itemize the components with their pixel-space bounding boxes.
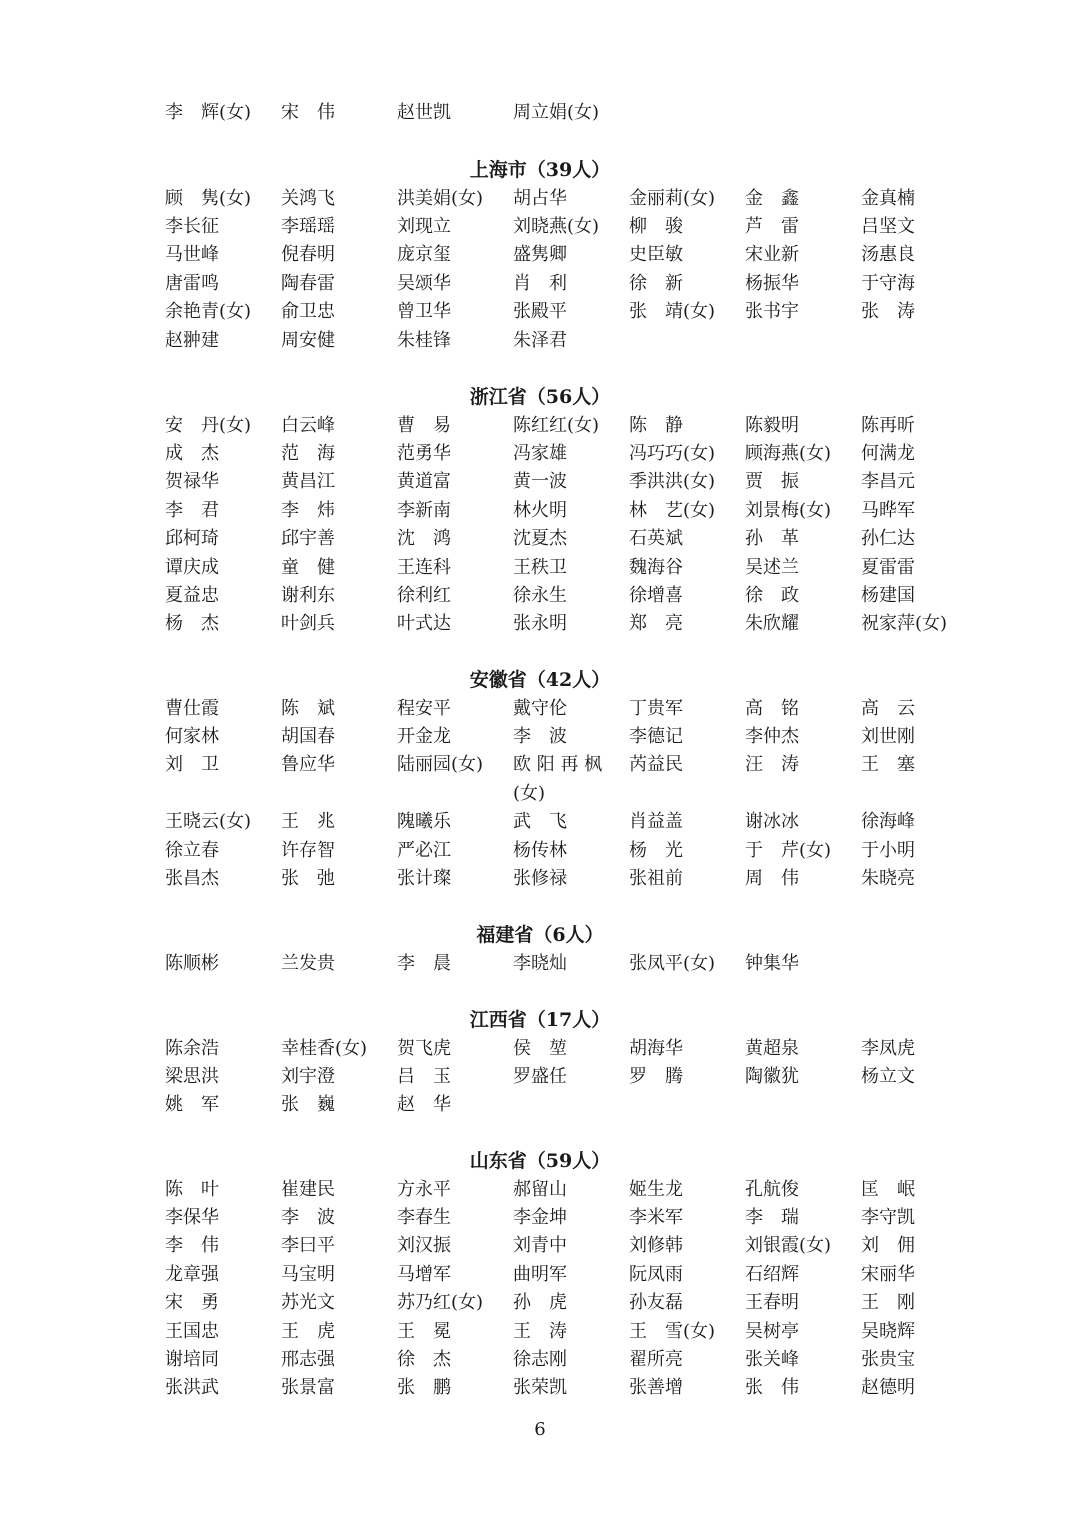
name-entry: 李瑶瑶 [281, 215, 335, 237]
name-entry: 黄道富 [397, 471, 451, 493]
name-entry: 李长征 [165, 215, 219, 237]
name-entry: 冯家雄 [513, 442, 567, 464]
section-heading: 上海市（39人） [469, 159, 611, 181]
name-entry: 徐增喜 [629, 584, 683, 606]
name-entry: 陈毅明 [745, 414, 799, 436]
name-entry: 刘汉振 [397, 1235, 451, 1257]
name-entry: 邱柯琦 [165, 528, 219, 550]
name-entry: 范勇华 [397, 442, 451, 464]
name-entry: 邢志强 [281, 1348, 335, 1370]
name-entry: 刘青中 [513, 1235, 567, 1257]
name-entry: 邱宇善 [281, 528, 335, 550]
name-entry: 侯 堃 [513, 1037, 567, 1059]
name-entry: 于 芹(女) [745, 839, 832, 861]
name-entry: 柳 骏 [629, 215, 683, 237]
name-entry: 李新南 [397, 499, 451, 521]
name-entry: 朱欣耀 [745, 613, 799, 635]
name-entry: 罗盛任 [513, 1065, 567, 1087]
name-entry: 郑 亮 [629, 613, 683, 635]
name-entry: (女) [513, 782, 546, 804]
name-entry: 曲明军 [513, 1263, 567, 1285]
name-entry: 赵德明 [861, 1377, 915, 1399]
name-entry: 王 刚 [861, 1292, 915, 1314]
name-entry: 张景富 [281, 1377, 335, 1399]
name-entry: 童 健 [281, 556, 335, 578]
name-entry: 黄昌江 [281, 471, 335, 493]
name-entry: 兰发贵 [281, 952, 335, 974]
name-entry: 孙 虎 [513, 1292, 567, 1314]
name-entry: 沈夏杰 [513, 528, 567, 550]
name-entry: 王 兆 [281, 811, 335, 833]
name-entry: 王 雪(女) [629, 1320, 716, 1342]
name-entry: 丁贵军 [629, 697, 683, 719]
name-entry: 陈 斌 [281, 697, 335, 719]
name-entry: 周立娟(女) [513, 102, 600, 123]
name-entry: 李凤虎 [861, 1037, 915, 1059]
name-entry: 陶春雷 [281, 272, 335, 294]
name-entry: 魏海谷 [629, 556, 683, 578]
name-entry: 张荣凯 [513, 1377, 567, 1399]
section-heading: 浙江省（56人） [469, 386, 611, 408]
name-entry: 张修禄 [513, 867, 567, 889]
name-entry: 于小明 [861, 839, 915, 861]
name-entry: 冯巧巧(女) [629, 442, 716, 464]
name-entry: 金真楠 [861, 187, 915, 209]
name-entry: 宋 勇 [165, 1292, 219, 1314]
name-entry: 刘宇澄 [281, 1065, 335, 1087]
name-entry: 祝家萍(女) [861, 613, 948, 635]
name-entry: 何满龙 [861, 442, 915, 464]
name-entry: 李晓灿 [513, 952, 567, 974]
name-entry: 林 艺(女) [629, 499, 716, 521]
name-entry: 李米军 [629, 1206, 683, 1228]
name-entry: 谢利东 [281, 584, 335, 606]
name-entry: 刘世刚 [861, 725, 915, 747]
name-entry: 欧 阳 再 枫 [513, 754, 603, 776]
name-entry: 庞京玺 [397, 244, 451, 266]
name-entry: 刘现立 [397, 215, 451, 237]
name-entry: 关鸿飞 [281, 187, 335, 209]
name-entry: 李 伟 [165, 1235, 219, 1257]
name-entry: 肖益盖 [629, 811, 683, 833]
name-entry: 张 靖(女) [629, 301, 716, 323]
section-heading: 江西省（17人） [469, 1009, 611, 1031]
name-entry: 徐利红 [397, 584, 451, 606]
name-entry: 王晓云(女) [165, 811, 252, 833]
name-entry: 杨传林 [513, 839, 567, 861]
name-entry: 周 伟 [745, 867, 799, 889]
name-entry: 张贵宝 [861, 1348, 915, 1370]
name-entry: 李金坤 [513, 1206, 567, 1228]
name-entry: 李 瑞 [745, 1206, 799, 1228]
name-entry: 汪 涛 [745, 754, 799, 776]
name-entry: 吴颂华 [397, 272, 451, 294]
name-entry: 李 辉(女) [165, 102, 252, 123]
name-entry: 刘晓燕(女) [513, 215, 600, 237]
name-entry: 李曰平 [281, 1235, 335, 1257]
name-entry: 陈 静 [629, 414, 683, 436]
name-entry: 洪美娟(女) [397, 187, 484, 209]
name-entry: 张 弛 [281, 867, 335, 889]
name-entry: 范 海 [281, 442, 335, 464]
name-entry: 孙友磊 [629, 1292, 683, 1314]
name-entry: 张关峰 [745, 1348, 799, 1370]
name-entry: 鲁应华 [281, 754, 335, 776]
name-entry: 肖 利 [513, 272, 567, 294]
name-entry: 杨振华 [745, 272, 799, 294]
name-entry: 李春生 [397, 1206, 451, 1228]
name-entry: 张洪武 [165, 1377, 219, 1399]
name-entry: 张书宇 [745, 301, 799, 323]
name-entry: 徐海峰 [861, 811, 915, 833]
name-entry: 石英斌 [629, 528, 683, 550]
name-entry: 谢冰冰 [745, 811, 799, 833]
name-entry: 宋丽华 [861, 1263, 915, 1285]
name-entry: 顾 隽(女) [165, 187, 252, 209]
name-entry: 于守海 [861, 272, 915, 294]
name-entry: 王春明 [745, 1292, 799, 1314]
name-entry: 苏光文 [281, 1292, 335, 1314]
name-entry: 高 铭 [745, 697, 799, 719]
name-entry: 芮益民 [629, 754, 683, 776]
name-entry: 谢培同 [165, 1348, 219, 1370]
name-entry: 汤惠良 [861, 244, 915, 266]
name-entry: 陆丽园(女) [397, 754, 484, 776]
name-entry: 曹仕霞 [165, 697, 219, 719]
name-entry: 李 晨 [397, 952, 451, 974]
name-entry: 翟所亮 [629, 1348, 683, 1370]
name-entry: 陈再昕 [861, 414, 915, 436]
name-entry: 安 丹(女) [165, 414, 252, 436]
name-entry: 张计璨 [397, 867, 451, 889]
name-entry: 王连科 [397, 556, 451, 578]
name-entry: 李德记 [629, 725, 683, 747]
name-entry: 徐 政 [745, 584, 799, 606]
name-entry: 徐永生 [513, 584, 567, 606]
name-entry: 王 冕 [397, 1320, 451, 1342]
name-entry: 吴晓辉 [861, 1320, 915, 1342]
name-entry: 杨 杰 [165, 613, 219, 635]
name-entry: 顾海燕(女) [745, 442, 832, 464]
name-entry: 武 飞 [513, 811, 567, 833]
name-entry: 姚 军 [165, 1094, 219, 1116]
section-heading: 安徽省（42人） [469, 669, 611, 691]
name-entry: 孙 革 [745, 528, 799, 550]
name-entry: 高 云 [861, 697, 915, 719]
name-entry: 赵翀建 [165, 329, 219, 351]
name-entry: 马增军 [397, 1263, 451, 1285]
name-entry: 王 虎 [281, 1320, 335, 1342]
name-entry: 刘 佣 [861, 1235, 915, 1257]
name-entry: 阮凤雨 [629, 1263, 683, 1285]
name-entry: 赵 华 [397, 1094, 451, 1116]
section-heading: 山东省（59人） [469, 1150, 611, 1172]
name-entry: 刘景梅(女) [745, 499, 832, 521]
name-entry: 陈红红(女) [513, 414, 600, 436]
name-entry: 叶剑兵 [281, 613, 335, 635]
name-entry: 马世峰 [165, 244, 219, 266]
name-entry: 张 巍 [281, 1094, 335, 1116]
name-entry: 张 伟 [745, 1377, 799, 1399]
name-entry: 杨立文 [861, 1065, 915, 1087]
name-entry: 宋业新 [745, 244, 799, 266]
name-entry: 王秩卫 [513, 556, 567, 578]
name-entry: 白云峰 [281, 414, 335, 436]
name-entry: 赵世凯 [397, 102, 451, 123]
name-entry: 开金龙 [397, 725, 451, 747]
name-entry: 杨建国 [861, 584, 915, 606]
name-entry: 王 涛 [513, 1320, 567, 1342]
name-entry: 崔建民 [281, 1178, 335, 1200]
name-entry: 张昌杰 [165, 867, 219, 889]
name-entry: 贺禄华 [165, 471, 219, 493]
name-entry: 沈 鸿 [397, 528, 451, 550]
name-entry: 李 波 [513, 725, 567, 747]
name-entry: 朱泽君 [513, 329, 567, 351]
name-entry: 何家林 [165, 725, 219, 747]
name-entry: 刘 卫 [165, 754, 219, 776]
name-entry: 宋 伟 [281, 102, 335, 123]
name-entry: 陈余浩 [165, 1037, 219, 1059]
name-entry: 马宝明 [281, 1263, 335, 1285]
name-entry: 孙仁达 [861, 528, 915, 550]
name-entry: 周安健 [281, 329, 335, 351]
name-entry: 胡国春 [281, 725, 335, 747]
name-entry: 严必江 [397, 839, 451, 861]
name-entry: 林火明 [513, 499, 567, 521]
name-entry: 方永平 [397, 1178, 451, 1200]
name-entry: 倪春明 [281, 244, 335, 266]
name-entry: 曹 易 [397, 414, 451, 436]
name-entry: 贾 振 [745, 471, 799, 493]
name-entry: 李 君 [165, 499, 219, 521]
name-entry: 金 鑫 [745, 187, 799, 209]
name-entry: 张永明 [513, 613, 567, 635]
name-entry: 唐雷鸣 [165, 272, 219, 294]
name-entry: 吴述兰 [745, 556, 799, 578]
name-entry: 徐 新 [629, 272, 683, 294]
name-entry: 叶式达 [397, 613, 451, 635]
name-entry: 郝留山 [513, 1178, 567, 1200]
name-entry: 季洪洪(女) [629, 471, 716, 493]
name-entry: 朱晓亮 [861, 867, 915, 889]
section-heading: 福建省（6人） [476, 924, 604, 946]
name-entry: 朱桂锋 [397, 329, 451, 351]
name-entry: 徐 杰 [397, 1348, 451, 1370]
name-entry: 谭庆成 [165, 556, 219, 578]
name-entry: 徐志刚 [513, 1348, 567, 1370]
name-entry: 李 炜 [281, 499, 335, 521]
name-entry: 梁思洪 [165, 1065, 219, 1087]
name-entry: 吕 玉 [397, 1065, 451, 1087]
name-entry: 吕坚文 [861, 215, 915, 237]
name-entry: 刘银霞(女) [745, 1235, 832, 1257]
name-entry: 张善增 [629, 1377, 683, 1399]
name-entry: 钟集华 [745, 952, 799, 974]
name-entry: 李守凯 [861, 1206, 915, 1228]
name-entry: 黄一波 [513, 471, 567, 493]
page-number: 6 [534, 1419, 546, 1440]
name-entry: 张殿平 [513, 301, 567, 323]
name-entry: 隗曦乐 [397, 811, 451, 833]
name-entry: 石绍辉 [745, 1263, 799, 1285]
name-entry: 盛隽卿 [513, 244, 567, 266]
name-entry: 张 鹏 [397, 1377, 451, 1399]
name-entry: 张凤平(女) [629, 952, 716, 974]
name-entry: 幸桂香(女) [281, 1037, 368, 1059]
name-entry: 刘修韩 [629, 1235, 683, 1257]
name-entry: 陈 叶 [165, 1178, 219, 1200]
name-entry: 王 塞 [861, 754, 915, 776]
name-entry: 姬生龙 [629, 1178, 683, 1200]
name-entry: 陈顺彬 [165, 952, 219, 974]
name-entry: 罗 腾 [629, 1065, 683, 1087]
name-entry: 李 波 [281, 1206, 335, 1228]
name-entry: 夏益忠 [165, 584, 219, 606]
name-entry: 曾卫华 [397, 301, 451, 323]
name-entry: 余艳青(女) [165, 301, 252, 323]
name-entry: 苏乃红(女) [397, 1292, 484, 1314]
name-entry: 胡海华 [629, 1037, 683, 1059]
name-entry: 李保华 [165, 1206, 219, 1228]
name-entry: 李昌元 [861, 471, 915, 493]
name-entry: 金丽莉(女) [629, 187, 716, 209]
name-entry: 程安平 [397, 697, 451, 719]
name-entry: 龙章强 [165, 1263, 219, 1285]
name-entry: 许存智 [281, 839, 335, 861]
name-entry: 徐立春 [165, 839, 219, 861]
name-entry: 马晔军 [861, 499, 915, 521]
name-entry: 张祖前 [629, 867, 683, 889]
name-entry: 杨 光 [629, 839, 683, 861]
name-entry: 孔航俊 [745, 1178, 799, 1200]
name-entry: 戴守伦 [513, 697, 567, 719]
name-entry: 吴树亭 [745, 1320, 799, 1342]
name-entry: 黄超泉 [745, 1037, 799, 1059]
name-entry: 王国忠 [165, 1320, 219, 1342]
name-entry: 俞卫忠 [281, 301, 335, 323]
name-entry: 贺飞虎 [397, 1037, 451, 1059]
name-entry: 陶徽犹 [745, 1065, 799, 1087]
name-entry: 史臣敏 [629, 244, 683, 266]
name-entry: 匡 岷 [861, 1178, 915, 1200]
name-entry: 胡占华 [513, 187, 567, 209]
name-entry: 成 杰 [165, 442, 219, 464]
name-entry: 李仲杰 [745, 725, 799, 747]
name-entry: 张 涛 [861, 301, 915, 323]
name-entry: 芦 雷 [745, 215, 799, 237]
name-entry: 夏雷雷 [861, 556, 915, 578]
